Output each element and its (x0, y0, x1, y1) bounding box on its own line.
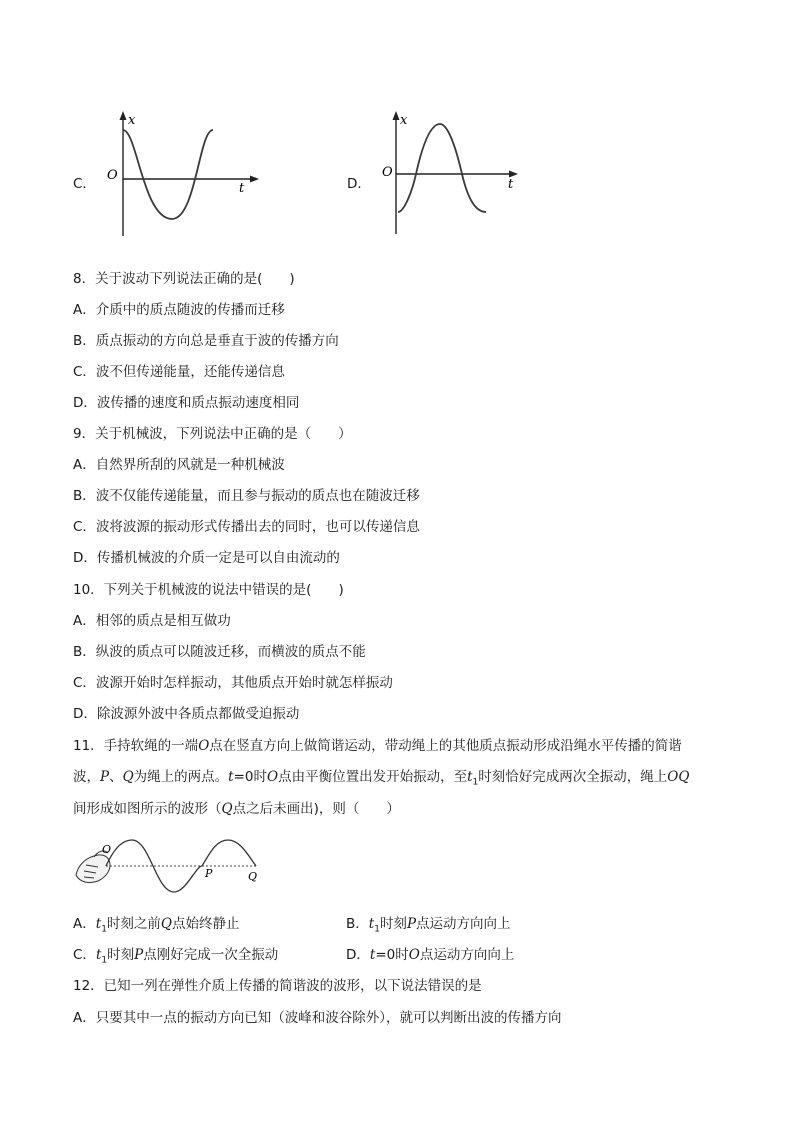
q8-stem: 8．关于波动下列说法正确的是( ) (73, 271, 295, 287)
q11-stem-line1: 11．手持软绳的一端O点在竖直方向上做简谐运动，带动绳上的其他质点振动形成沿绳水平传播的简谐 (73, 738, 682, 754)
q11-stem-line2: 波，P、Q为绳上的两点。t=0时O点由平衡位置出发开始振动，至$t_1$时刻恰好完成两次全振动，绳上OQ (73, 769, 690, 788)
q11-stem-line3: 间形成如图所示的波形（Q点之后未画出)，则（ ） (73, 801, 400, 817)
graph-c-t-label: t (239, 181, 245, 196)
graph-c-label: C． (73, 176, 96, 192)
q10-option-b: B．纵波的质点可以随波迁移，而横波的质点不能 (73, 644, 366, 660)
q9-option-d: D．传播机械波的介质一定是可以自由流动的 (73, 550, 340, 566)
graph-c-x-label: x (128, 113, 136, 128)
q12-stem: 12．已知一列在弹性介质上传播的简谐波的波形，以下说法错误的是 (73, 978, 482, 994)
graph-c (95, 108, 265, 238)
q12-option-a: A．只要其中一点的振动方向已知（波峰和波谷除外），就可以判断出波的传播方向 (73, 1010, 562, 1026)
q11-fig-label-o: O (102, 843, 112, 856)
q11-option-b: B．$t_1$时刻P点运动方向向上 (346, 916, 511, 935)
q9-option-b: B．波不仅能传递能量，而且参与振动的质点也在随波迁移 (73, 488, 420, 504)
q10-stem: 10．下列关于机械波的说法中错误的是( ) (73, 582, 344, 598)
q11-option-a: A．$t_1$时刻之前Q点始终静止 (73, 916, 240, 935)
q8-option-c: C．波不但传递能量，还能传递信息 (73, 364, 285, 380)
graph-d-label: D． (347, 176, 371, 192)
q11-fig-label-q: Q (248, 870, 258, 883)
q8-option-a: A．介质中的质点随波的传播而迁移 (73, 302, 285, 318)
graph-d-origin: O (382, 165, 393, 180)
q10-option-a: A．相邻的质点是相互做功 (73, 613, 231, 629)
graph-d-t-label: t (508, 177, 514, 192)
q10-option-d: D．除波源外波中各质点都做受迫振动 (73, 706, 300, 722)
q9-option-a: A．自然界所刮的风就是一种机械波 (73, 457, 285, 473)
graph-d-x-label: x (400, 113, 408, 128)
q11-option-d: D．t=0时O点运动方向向上 (346, 947, 515, 963)
graph-c-origin: O (107, 168, 118, 183)
q11-wave-figure (72, 835, 272, 890)
q11-option-c: C．$t_1$时刻P点刚好完成一次全振动 (73, 947, 279, 966)
q8-option-d: D．波传播的速度和质点振动速度相同 (73, 395, 300, 411)
q10-option-c: C．波源开始时怎样振动，其他质点开始时就怎样振动 (73, 675, 393, 691)
q11-fig-label-p: P (205, 867, 213, 880)
graph-d (380, 108, 530, 238)
q9-option-c: C．波将波源的振动形式传播出去的同时，也可以传递信息 (73, 519, 420, 535)
q8-option-b: B．质点振动的方向总是垂直于波的传播方向 (73, 333, 339, 349)
q9-stem: 9．关于机械波，下列说法中正确的是（ ） (73, 426, 352, 442)
